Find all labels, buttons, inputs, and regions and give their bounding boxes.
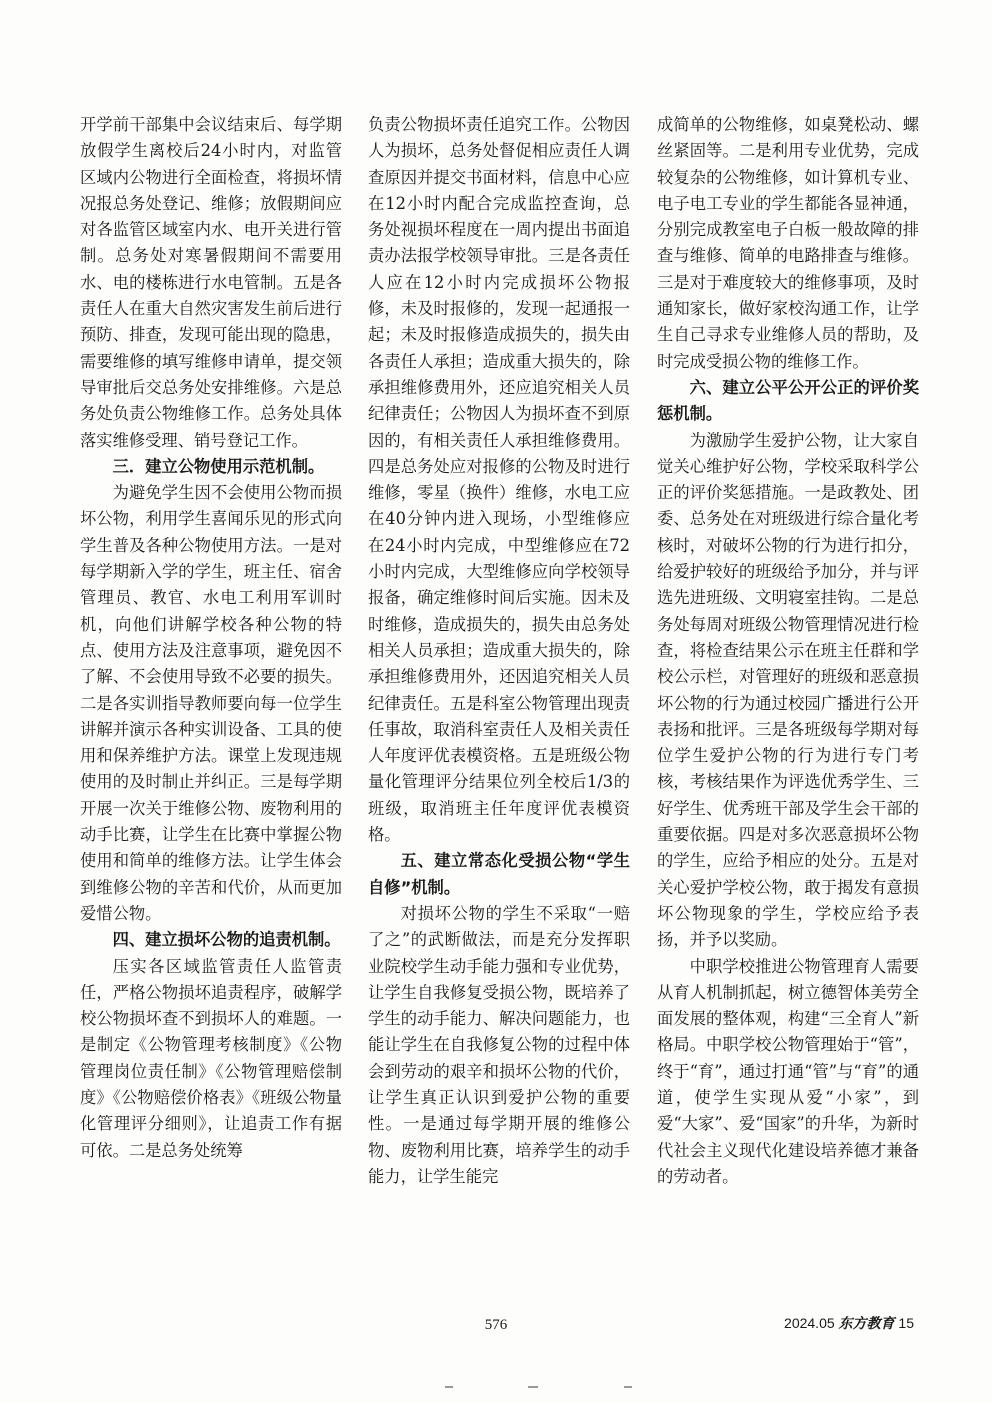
scan-mark <box>445 1386 453 1388</box>
issue-date: 2024.05 <box>784 1315 835 1331</box>
column-2 <box>368 112 630 1190</box>
section-heading-5: 五、建立常态化受损公物“学生自修”机制。 <box>368 851 630 897</box>
paragraph: 成简单的公物维修，如桌凳松动、螺丝紧固等。二是利用专业优势，完成较复杂的公物维修，如计算机专业、电子电工专业的学生都能各显神通，分别完成教室电子白板一般故障的排查与维修、简单的电路排查与维修。三是对于难度较大的维修事项，及时通知家长，做好家校沟通工作，让学生自己寻求专业维修人员的帮助，及时完成受损公物的维修工作。 <box>657 115 919 371</box>
column-3 <box>657 112 919 1190</box>
scan-mark <box>528 1386 538 1388</box>
scan-mark <box>624 1386 632 1388</box>
journal-page: 15 <box>898 1315 914 1331</box>
section-heading-4: 四、建立损坏公物的追责机制。 <box>112 930 341 950</box>
paragraph: 负责公物损坏责任追究工作。公物因人为损坏，总务处督促相应责任人调查原因并提交书面材料，信息中心应在12小时内配合完成监控查询，总务处视损坏程度在一周内提出书面追责办法报学校领导审批。三是各责任人应在12小时内完成损坏公物报修，未及时报修的，发现一起通报一起；未及时报修造成损失的，损失由各责任人承担；造成重大损失的，除承担维修费用外，还应追究相关人员纪律责任；公物因人为损坏查不到原因的，有相关责任人承担维修费用。四是总务处应对报修的公物及时进行维修，零星（换件）维修，水电工应在40分钟内进入现场，小型维修应在24小时内完成，中型维修应在72小时内完成，大型维修应向学校领导报备，确定维修时间后实施。因未及时维修，造成损失的，损失由总务处相关人员承担；造成重大损失的，除承担维修费用外，还因追究相关人员纪律责任。五是科室公物管理出现责任事故，取消科室责任人及相关责任人年度评优表模资格。五是班级公物量化管理评分结果位列全校后1/3的班级，取消班主任年度评优表模资格。 <box>368 115 630 845</box>
journal-name: 东方教育 <box>838 1316 895 1332</box>
page-number: 576 <box>484 1317 508 1333</box>
journal-footer <box>784 1313 914 1333</box>
column-1 <box>80 112 342 1164</box>
paragraph: 压实各区域监管责任人监管责任，严格公物损坏追责程序，破解学校公物损坏查不到损坏人的难题。一是制定《公物管理考核制度》《公物管理岗位责任制》《公物管理赔偿制度》《公物赔偿价格表》《班级公物量化管理评分细则》，让追责工作有据可依。二是总务处统筹 <box>80 956 342 1160</box>
paragraph: 为避免学生因不会使用公物而损坏公物，利用学生喜闻乐见的形式向学生普及各种公物使用方法。一是对每学期新入学的学生，班主任、宿舍管理员、教官、水电工利用军训时机，向他们讲解学校各种公物的特点、使用方法及注意事项，避免因不了解、不会使用导致不必要的损失。二是各实训指导教师要向每一位学生讲解并演示各种实训设备、工具的使用和保养维护方法。课堂上发现违规使用的及时制止并纠正。三是每学期开展一次关于维修公物、废物利用的动手比赛，让学生在比赛中掌握公物使用和简单的维修方法。让学生体会到维修公物的辛苦和代价，从而更加爱惜公物。 <box>80 483 342 923</box>
section-heading-6: 六、建立公平公开公正的评价奖惩机制。 <box>657 377 919 424</box>
paragraph: 对损坏公物的学生不采取“一赔了之”的武断做法，而是充分发挥职业院校学生动手能力强和专业优势，让学生自我修复受损公物，既培养了学生的动手能力、解决问题能力，也能让学生在自我修复公物的过程中体会到劳动的艰辛和损坏公物的代价，让学生真正认识到爱护公物的重要性。一是通过每学期开展的维修公物、废物利用比赛，培养学生的动手能力，让学生能完 <box>368 903 630 1186</box>
paragraph: 为激励学生爱护公物，让大家自觉关心维护好公物，学校采取科学公正的评价奖惩措施。一是政教处、团委、总务处在对班级进行综合量化考核时，对破坏公物的行为进行扣分，给爱护较好的班级给予加分，并与评选先进班级、文明寝室挂钩。二是总务处每周对班级公物管理情况进行检查，将检查结果公示在班主任群和学校公示栏，对管理好的班级和恶意损坏公物的行为通过校园广播进行公开表扬和批评。三是各班级每学期对每位学生爱护公物的行为进行专门考核，考核结果作为评选优秀学生、三好学生、优秀班干部及学生会干部的重要依据。四是对多次恶意损坏公物的学生，应给予相应的处分。五是对关心爱护学校公物，敢于揭发有意损坏公物现象的学生，学校应给予表扬，并予以奖励。 <box>657 430 919 950</box>
paragraph: 开学前干部集中会议结束后、每学期放假学生离校后24小时内，对监管区域内公物进行全面检查，将损坏情况报总务处登记、维修；放假期间应对各监管区域室内水、电开关进行管制。总务处对寒暑假期间不需要用水、电的楼栋进行水电管制。五是各责任人在重大自然灾害发生前后进行预防、排查，发现可能出现的隐患，需要维修的填写维修申请单，提交领导审批后交总务处安排维修。六是总务处负责公物维修工作。总务处具体落实维修受理、销号登记工作。 <box>80 115 342 450</box>
section-heading-3: 三．建立公物使用示范机制。 <box>112 456 325 476</box>
conclusion-paragraph: 中职学校推进公物管理育人需要从育人机制抓起，树立德智体美劳全面发展的整体观，构建“三全育人”新格局。中职学校公物管理始于“管”，终于“育”，通过打通“管”与“育”的通道，使学生实现从爱“小家”，到爱“大家”、爱“国家”的升华，为新时代社会主义现代化建设培养德才兼备的劳动者。 <box>657 956 919 1186</box>
